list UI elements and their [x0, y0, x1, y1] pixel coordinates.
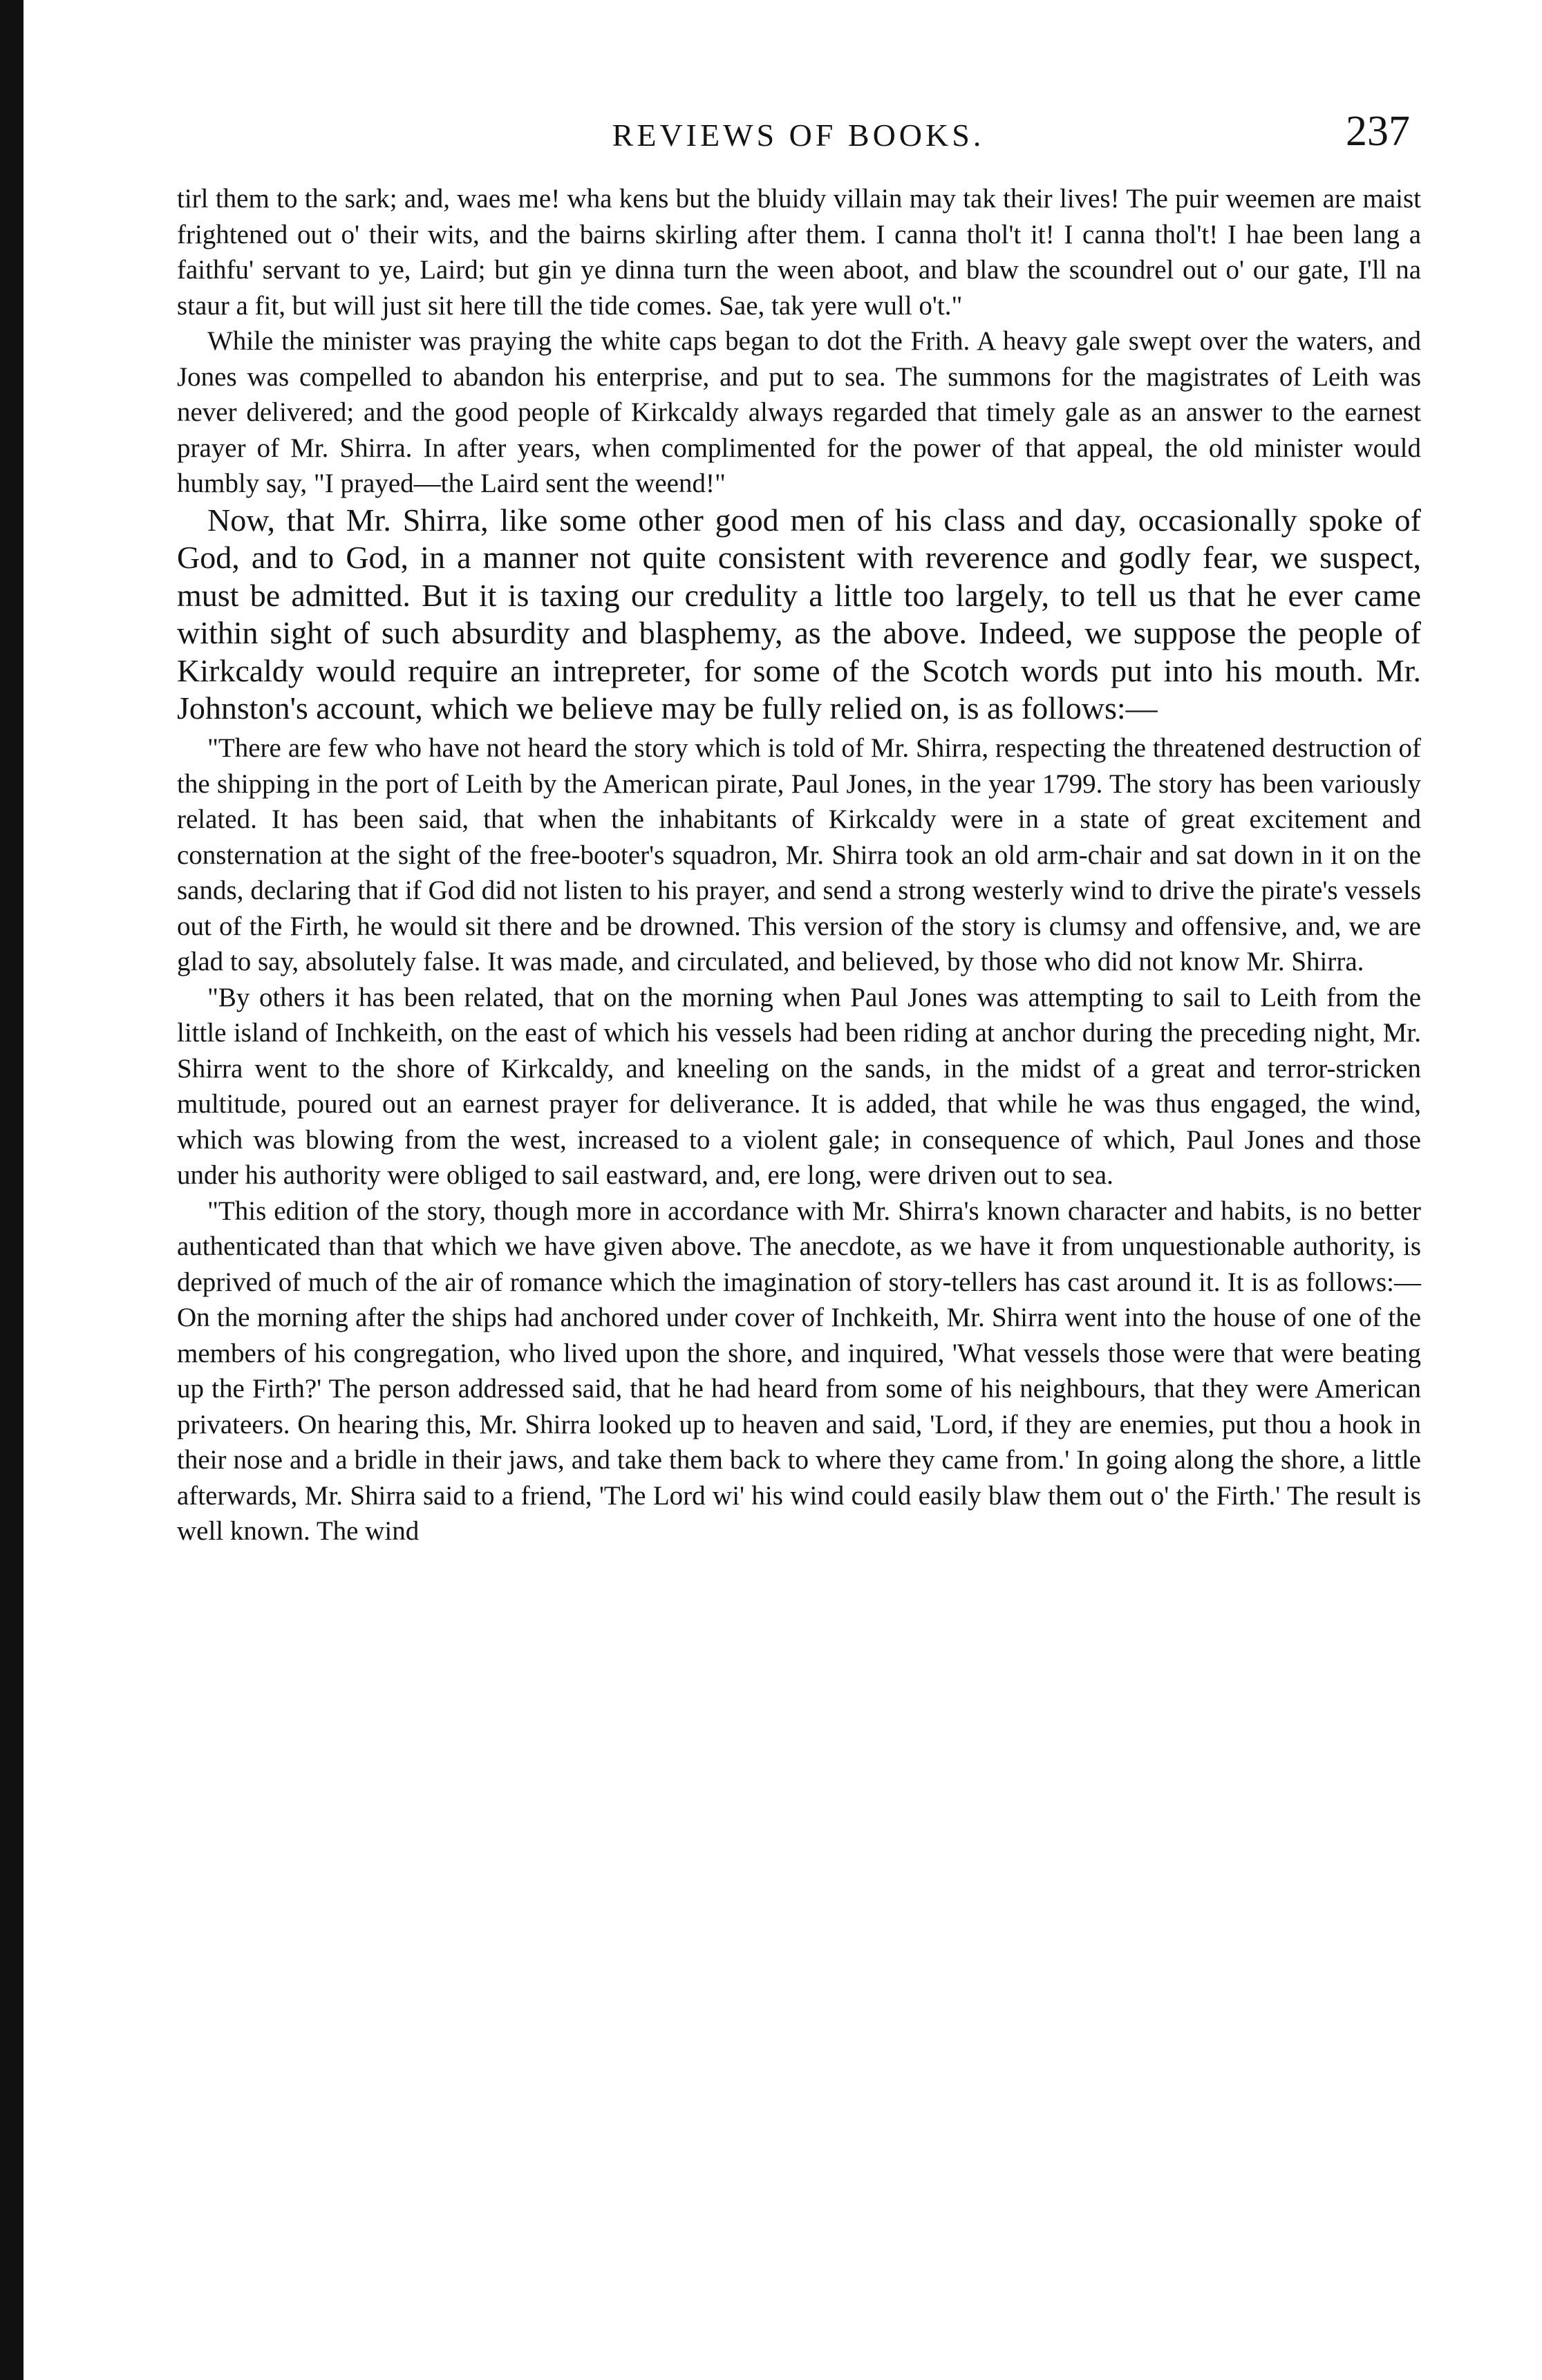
- body-text: [177, 181, 1421, 1549]
- paragraph-johnston-quote-1: "There are few who have not heard the story which is told of Mr. Shirra, respecting the threatened destruction of the shipping in the port of Leith by the American pirate, Paul Jones, in the year 1799. The story has been variously related. It has been said, that when the inhabitants of Kirkcaldy were in a state of great excitement and consternation at the sight of the free-booter's squadron, Mr. Shirra took an old arm-chair and sat down in it on the sands, declaring that if God did not listen to his prayer, and send a strong westerly wind to drive the pirate's vessels out of the Firth, he would sit there and be drowned. This version of the story is clumsy and offensive, and, we are glad to say, absolutely false. It was made, and circulated, and believed, by those who did not know Mr. Shirra.: [177, 733, 1421, 977]
- paragraph-continued-quote: tirl them to the sark; and, waes me! wha kens but the bluidy villain may tak their lives! The puir weemen are maist frightened out o' their wits, and the bairns skirling after them. I canna thol't it! I canna thol't! I hae been lang a faithfu' servant to ye, Laird; but gin ye dinna turn the ween aboot, and blaw the scoundrel out o' our gate, I'll na staur a fit, but will just sit here till the tide comes. Sae, tak yere wull o't.": [177, 184, 1421, 321]
- binding-edge: [0, 0, 23, 2380]
- paragraph-gale: While the minister was praying the white caps began to dot the Frith. A heavy gale swept over the waters, and Jones was compelled to abandon his enterprise, and put to sea. The summons for the magistrates of Leith was never delivered; and the good people of Kirkcaldy always regarded that timely gale as an answer to the earnest prayer of Mr. Shirra. In after years, when complimented for the power of that appeal, the old minister would humbly say, "I prayed—the Laird sent the weend!": [177, 326, 1421, 498]
- paragraph-commentary: Now, that Mr. Shirra, like some other good men of his class and day, occasionally spoke of God, and to God, in a manner not quite consistent with reverence and godly fear, we suspect, must be admitted. But it is taxing our credulity a little too largely, to tell us that he ever came within sight of such absurdity and blasphemy, as the above. Indeed, we suppose the people of Kirkcaldy would require an intrepreter, for some of the Scotch words put into his mouth. Mr. Johnston's account, which we believe may be fully relied on, is as follows:—: [177, 502, 1421, 726]
- paragraph-johnston-quote-2: "By others it has been related, that on the morning when Paul Jones was attempting to sail to Leith from the little island of Inchkeith, on the east of which his vessels had been riding at anchor during the preceding night, Mr. Shirra went to the shore of Kirkcaldy, and kneeling on the sands, in the midst of a great and terror-stricken multitude, poured out an earnest prayer for deliverance. It is added, that while he was thus engaged, the wind, which was blowing from the west, increased to a violent gale; in consequence of which, Paul Jones and those under his authority were obliged to sail eastward, and, ere long, were driven out to sea.: [177, 982, 1421, 1191]
- paragraph-johnston-quote-3: "This edition of the story, though more in accordance with Mr. Shirra's known character and habits, is no better authenticated than that which we have given above. The anecdote, as we have it from unquestionable authority, is deprived of much of the air of romance which the imagination of story-tellers has cast around it. It is as follows:—On the morning after the ships had anchored under cover of Inchkeith, Mr. Shirra went into the house of one of the members of his congregation, who lived upon the shore, and inquired, 'What vessels those were that were beating up the Firth?' The person addressed said, that he had heard from some of his neighbours, that they were American privateers. On hearing this, Mr. Shirra looked up to heaven and said, 'Lord, if they are enemies, put thou a hook in their nose and a bridle in their jaws, and take them back to where they came from.' In going along the shore, a little afterwards, Mr. Shirra said to a friend, 'The Lord wi' his wind could easily blaw them out o' the Firth.' The result is well known. The wind: [177, 1196, 1421, 1547]
- page-header: [180, 107, 1417, 162]
- running-head: REVIEWS OF BOOKS.: [612, 117, 985, 153]
- page-number: 237: [1346, 108, 1410, 155]
